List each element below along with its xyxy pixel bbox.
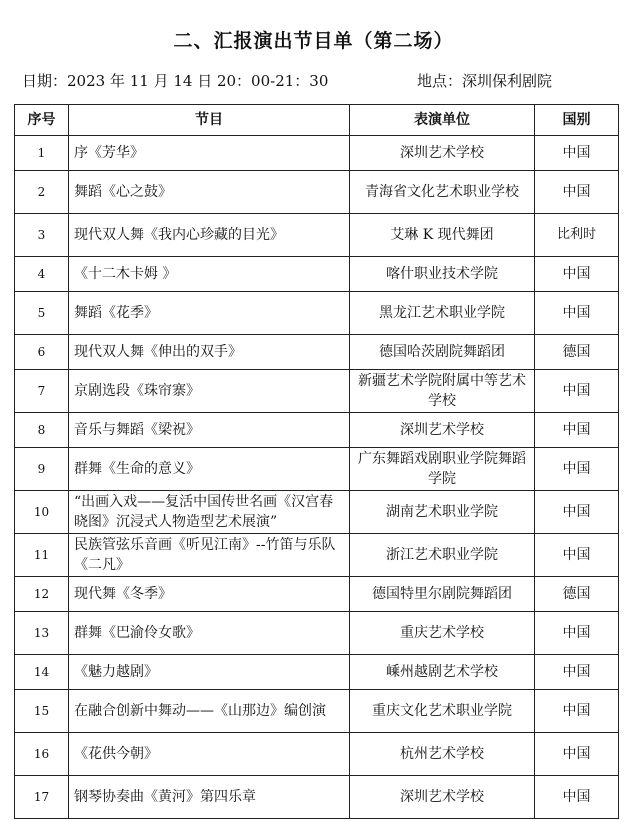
row-country: 中国 bbox=[535, 655, 619, 690]
row-program: 群舞《生命的意义》 bbox=[69, 448, 350, 491]
row-country: 中国 bbox=[535, 413, 619, 448]
table-row bbox=[15, 776, 619, 819]
row-unit: 德国哈茨剧院舞蹈团 bbox=[350, 335, 535, 370]
row-number: 14 bbox=[15, 655, 69, 690]
table-row bbox=[15, 577, 619, 612]
row-country: 中国 bbox=[535, 448, 619, 491]
row-unit: 浙江艺术职业学院 bbox=[350, 534, 535, 577]
row-number: 9 bbox=[15, 448, 69, 491]
row-unit: 湖南艺术职业学院 bbox=[350, 491, 535, 534]
row-country: 中国 bbox=[535, 370, 619, 413]
row-country: 中国 bbox=[535, 257, 619, 292]
row-program: 序《芳华》 bbox=[69, 136, 350, 171]
table-row bbox=[15, 335, 619, 370]
table-row bbox=[15, 690, 619, 733]
header-number: 序号 bbox=[15, 105, 69, 136]
row-program: 在融合创新中舞动——《山那边》编创演 bbox=[69, 690, 350, 733]
row-number: 7 bbox=[15, 370, 69, 413]
row-unit: 深圳艺术学校 bbox=[350, 776, 535, 819]
row-program: 钢琴协奏曲《黄河》第四乐章 bbox=[69, 776, 350, 819]
table-row bbox=[15, 612, 619, 655]
row-number: 2 bbox=[15, 171, 69, 214]
row-unit: 青海省文化艺术职业学校 bbox=[350, 171, 535, 214]
row-program: 京剧选段《珠帘寨》 bbox=[69, 370, 350, 413]
row-program: 《十二木卡姆 》 bbox=[69, 257, 350, 292]
table-row bbox=[15, 655, 619, 690]
table-row bbox=[15, 413, 619, 448]
header-unit: 表演单位 bbox=[350, 105, 535, 136]
row-country: 中国 bbox=[535, 171, 619, 214]
row-country: 中国 bbox=[535, 690, 619, 733]
row-number: 11 bbox=[15, 534, 69, 577]
row-country: 中国 bbox=[535, 136, 619, 171]
event-date: 日期：2023 年 11 月 14 日 20：00-21：30 bbox=[22, 72, 329, 90]
event-info bbox=[22, 70, 612, 91]
row-number: 12 bbox=[15, 577, 69, 612]
row-country: 德国 bbox=[535, 335, 619, 370]
row-program: 群舞《巴渝伶女歌》 bbox=[69, 612, 350, 655]
row-program: 舞蹈《心之鼓》 bbox=[69, 171, 350, 214]
row-program: 现代双人舞《伸出的双手》 bbox=[69, 335, 350, 370]
program-table bbox=[14, 104, 619, 819]
table-row bbox=[15, 136, 619, 171]
row-number: 5 bbox=[15, 292, 69, 335]
table-header-row bbox=[15, 105, 619, 136]
row-program: 《魅力越剧》 bbox=[69, 655, 350, 690]
row-number: 13 bbox=[15, 612, 69, 655]
table-row bbox=[15, 292, 619, 335]
header-country: 国别 bbox=[535, 105, 619, 136]
row-country: 中国 bbox=[535, 292, 619, 335]
table-row bbox=[15, 448, 619, 491]
event-location: 地点：深圳保利剧院 bbox=[417, 72, 553, 90]
row-unit: 深圳艺术学校 bbox=[350, 413, 535, 448]
row-program: 现代双人舞《我内心珍藏的目光》 bbox=[69, 214, 350, 257]
row-program: 民族管弦乐音画《听见江南》--竹笛与乐队《二凡》 bbox=[69, 534, 350, 577]
row-number: 15 bbox=[15, 690, 69, 733]
row-unit: 重庆艺术学校 bbox=[350, 612, 535, 655]
row-unit: 黑龙江艺术职业学院 bbox=[350, 292, 535, 335]
header-program: 节目 bbox=[69, 105, 350, 136]
row-unit: 杭州艺术学校 bbox=[350, 733, 535, 776]
row-number: 17 bbox=[15, 776, 69, 819]
table-row bbox=[15, 534, 619, 577]
row-unit: 新疆艺术学院附属中等艺术学校 bbox=[350, 370, 535, 413]
row-number: 8 bbox=[15, 413, 69, 448]
row-number: 10 bbox=[15, 491, 69, 534]
row-country: 中国 bbox=[535, 612, 619, 655]
table-row bbox=[15, 733, 619, 776]
row-country: 德国 bbox=[535, 577, 619, 612]
row-program: 舞蹈《花季》 bbox=[69, 292, 350, 335]
table-row bbox=[15, 370, 619, 413]
row-program: 《花供今朝》 bbox=[69, 733, 350, 776]
row-unit: 德国特里尔剧院舞蹈团 bbox=[350, 577, 535, 612]
row-number: 4 bbox=[15, 257, 69, 292]
table-row bbox=[15, 257, 619, 292]
table-row bbox=[15, 491, 619, 534]
row-unit: 深圳艺术学校 bbox=[350, 136, 535, 171]
row-number: 1 bbox=[15, 136, 69, 171]
row-unit: 喀什职业技术学院 bbox=[350, 257, 535, 292]
row-unit: 重庆文化艺术职业学院 bbox=[350, 690, 535, 733]
page-title: 二、汇报演出节目单（第二场） bbox=[173, 30, 454, 52]
row-program: 现代舞《冬季》 bbox=[69, 577, 350, 612]
row-country: 中国 bbox=[535, 491, 619, 534]
row-unit: 艾琳 K 现代舞团 bbox=[350, 214, 535, 257]
row-country: 中国 bbox=[535, 733, 619, 776]
row-number: 6 bbox=[15, 335, 69, 370]
table-row bbox=[15, 171, 619, 214]
table-row bbox=[15, 214, 619, 257]
row-country: 比利时 bbox=[535, 214, 619, 257]
row-number: 3 bbox=[15, 214, 69, 257]
row-program: 音乐与舞蹈《梁祝》 bbox=[69, 413, 350, 448]
row-country: 中国 bbox=[535, 534, 619, 577]
row-program: “出画入戏——复活中国传世名画《汉宫春晓图》沉浸式人物造型艺术展演” bbox=[69, 491, 350, 534]
row-number: 16 bbox=[15, 733, 69, 776]
row-country: 中国 bbox=[535, 776, 619, 819]
row-unit: 嵊州越剧艺术学校 bbox=[350, 655, 535, 690]
row-unit: 广东舞蹈戏剧职业学院舞蹈学院 bbox=[350, 448, 535, 491]
